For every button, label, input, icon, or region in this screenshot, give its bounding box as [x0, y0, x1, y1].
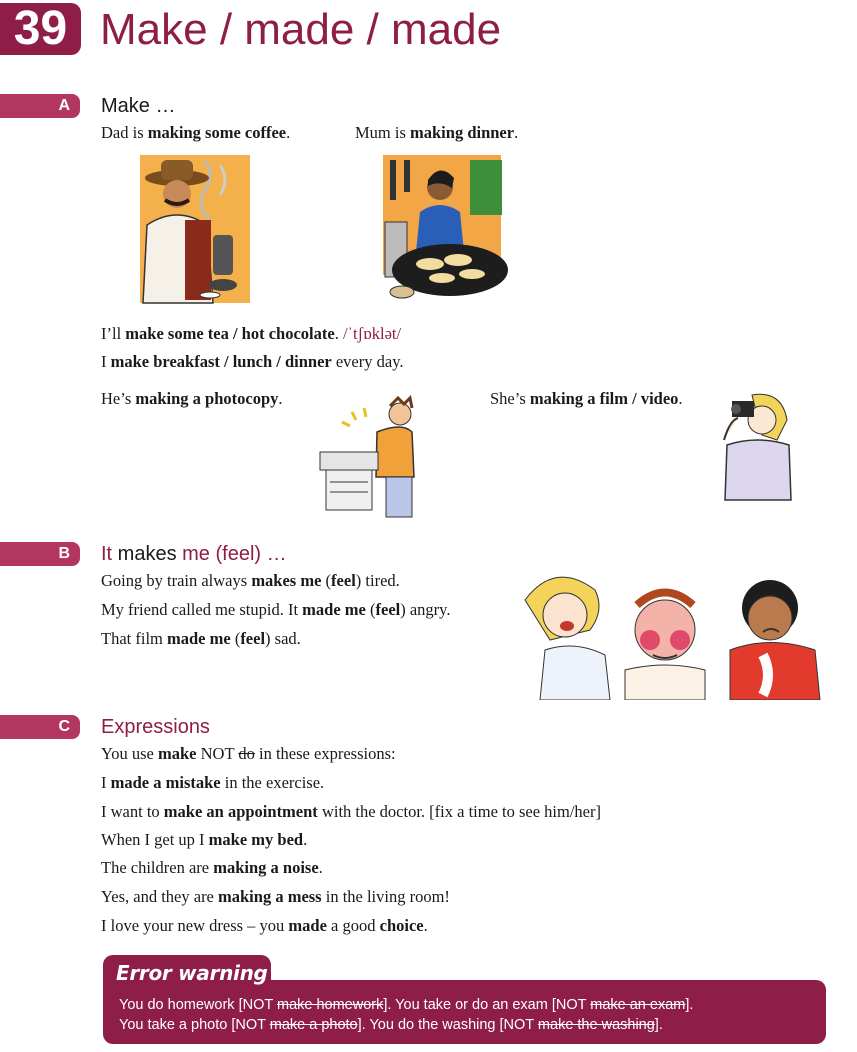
unit-number: 39 — [0, 3, 81, 55]
feelings-illustration — [515, 560, 825, 700]
makes-me-tired-line: Going by train always makes me (feel) tired. — [101, 571, 400, 590]
expression-appointment: I want to make an appointment with the doctor. [fix a time to see him/her] — [101, 802, 601, 821]
caption-photocopy: He’s making a photocopy. — [101, 389, 283, 408]
section-b-heading: It makes me (feel) … — [101, 543, 287, 565]
make-breakfast-line: I make breakfast / lunch / dinner every day. — [101, 352, 404, 371]
expression-noise: The children are making a noise. — [101, 858, 323, 877]
section-a-tab: A — [0, 94, 80, 118]
caption-dad: Dad is making some coffee. — [101, 123, 291, 142]
expression-bed: When I get up I make my bed. — [101, 830, 308, 849]
dad-coffee-illustration — [135, 150, 255, 305]
section-b-tab: B — [0, 542, 80, 566]
error-warning-line-2: You take a photo [NOT make a photo]. You do the washing [NOT make the washing]. — [119, 1017, 663, 1033]
unit-title: Make / made / made — [100, 5, 502, 54]
caption-mum: Mum is making dinner. — [355, 123, 519, 142]
section-a-heading: Make … — [101, 95, 176, 117]
expressions-intro: You use make NOT do in these expressions: — [101, 744, 396, 763]
photocopy-illustration — [312, 392, 442, 522]
caption-film: She’s making a film / video. — [490, 389, 683, 408]
section-c-tab: C — [0, 715, 80, 739]
made-me-sad-line: That film made me (feel) sad. — [101, 629, 301, 648]
error-warning-title: Error warning — [116, 961, 268, 985]
section-c-heading: Expressions — [101, 716, 210, 738]
expression-choice: I love your new dress – you made a good choice. — [101, 916, 428, 935]
made-me-angry-line: My friend called me stupid. It made me (feel) angry. — [101, 600, 451, 619]
make-tea-line: I’ll make some tea / hot chocolate. /ˈtʃɒklət/ — [101, 324, 402, 343]
filming-illustration — [712, 385, 794, 505]
expression-mess: Yes, and they are making a mess in the living room! — [101, 887, 450, 906]
error-warning-line-1: You do homework [NOT make homework]. You take or do an exam [NOT make an exam]. — [119, 997, 694, 1013]
expression-mistake: I made a mistake in the exercise. — [101, 773, 325, 792]
mum-dinner-illustration — [380, 152, 510, 307]
